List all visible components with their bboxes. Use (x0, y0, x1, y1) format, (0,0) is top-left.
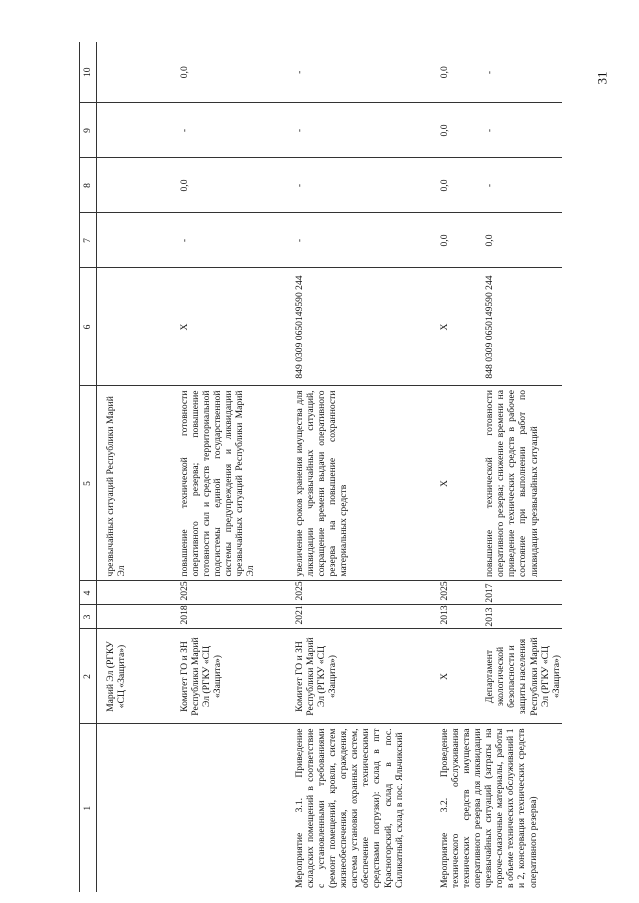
cell-value: - (286, 158, 431, 213)
cell-result: повышение технической готовности оперативного резерва; снижение времени на приведение технических средств в рабочее состояние при выполнении работ по ликвидации чрезвычайных ситуаций (484, 390, 540, 577)
cell-end-year (97, 581, 171, 605)
cell-code: 849 0309 0650149590 244 (286, 268, 431, 386)
cell-end-year: 2025 (286, 581, 431, 605)
cell-start-year: 2013 (484, 607, 495, 627)
table-row (171, 42, 286, 892)
cell-value (97, 103, 171, 158)
table-row (97, 42, 171, 892)
cell-value: 0,0 (431, 42, 562, 103)
cell-start-year: 2013 (431, 605, 562, 629)
cell-result: повышение технической готовности оперативного резерва; повышение готовности сил и средств территориальной подсистемы единой государственной системы предупреждения и ликвидации чрезвычайных ситуаций Республики Марий Эл (171, 386, 286, 581)
cell-event: Мероприятие 3.2. Проведение технического обслуживания технических средств имущества оперативного резерва для ликвидации чрезвычайных ситуаций (затраты на горюче-смазочные материалы, работы в объеме технических обслуживаний 1 и 2, консервация технических средств оперативного резерва) (438, 728, 539, 888)
cell-event (171, 724, 286, 892)
cell-end-year: 2025 (431, 581, 562, 605)
header-cell: 2 (80, 629, 97, 724)
cell-value (97, 213, 171, 268)
cell-result: чрезвычайных ситуаций Республики Марий Эл (97, 386, 171, 581)
header-cell: 5 (80, 386, 97, 581)
cell-executor: Комитет ГО и ЗН Республики Марий Эл (РГКУ «СЦ «Защита») (171, 629, 286, 724)
header-cell: 7 (80, 213, 97, 268)
cell-value: - (171, 103, 286, 158)
cell-end-year: 2017 (484, 583, 495, 603)
header-cell: 10 (80, 42, 97, 103)
cell-value: - (286, 42, 431, 103)
cell-end-year: 2025 (171, 581, 286, 605)
header-row (80, 42, 97, 892)
cell-executor: Комитет ГО и ЗН Республики Марий Эл (РГКУ «СЦ «Защита») (286, 629, 431, 724)
header-cell: 4 (80, 581, 97, 605)
header-cell: 1 (80, 724, 97, 892)
cell-code (97, 268, 171, 386)
cell-value: - (484, 183, 495, 188)
cell-executor: Марий Эл (РГКУ «СЦ «Защита») (97, 629, 171, 724)
program-table (79, 42, 562, 892)
cell-executor: Департамент экологической безопасности и защиты населения Республики Марий Эл (РГКУ «СЦ «Защита») (484, 637, 562, 716)
cell-value: 0,0 (431, 158, 562, 213)
header-cell: 9 (80, 103, 97, 158)
cell-value: - (484, 70, 495, 75)
cell-code: 848 0309 0650149590 244 (484, 275, 495, 379)
header-cell: 8 (80, 158, 97, 213)
cell-start-year: 2021 (286, 605, 431, 629)
cell-value: - (171, 213, 286, 268)
cell-value: 0,0 (171, 158, 286, 213)
cell-value: - (286, 213, 431, 268)
cell-value: - (286, 103, 431, 158)
cell-executor: X (431, 629, 562, 724)
table-row (286, 42, 431, 892)
header-cell: 3 (80, 605, 97, 629)
cell-code: X (431, 268, 562, 386)
cell-value: 0,0 (431, 103, 562, 158)
cell-value: 0,0 (431, 213, 562, 268)
cell-result: увеличение сроков хранения имущества для ликвидации чрезвычайных ситуаций, сокращение времени выдачи оперативного резерва на повышение сохранности материальных средств (286, 386, 431, 581)
cell-value: 0,0 (484, 234, 495, 247)
cell-result: X (431, 386, 562, 581)
cell-start-year: 2018 (171, 605, 286, 629)
cell-code: X (171, 268, 286, 386)
header-cell: 6 (80, 268, 97, 386)
page-number: 31 (594, 71, 610, 85)
cell-event: Мероприятие 3.1. Приведение складских помещений в соответствие с установленными требованиями (ремонт помещений, кровли, систем жизнеобеспечения, ограждения, система установки охранных систем, обеспечение техническими средствами погрузки): склад в пгт Красногорский, склад в пос. Силикатный, склад в пос. Яльчикский (293, 728, 405, 888)
rotated-table-container (79, 42, 544, 892)
table-row (431, 42, 562, 892)
cell-value: 0,0 (171, 42, 286, 103)
cell-start-year (97, 605, 171, 629)
cell-event (97, 724, 171, 892)
cell-value (97, 158, 171, 213)
cell-value: - (484, 128, 495, 133)
cell-value (97, 42, 171, 103)
